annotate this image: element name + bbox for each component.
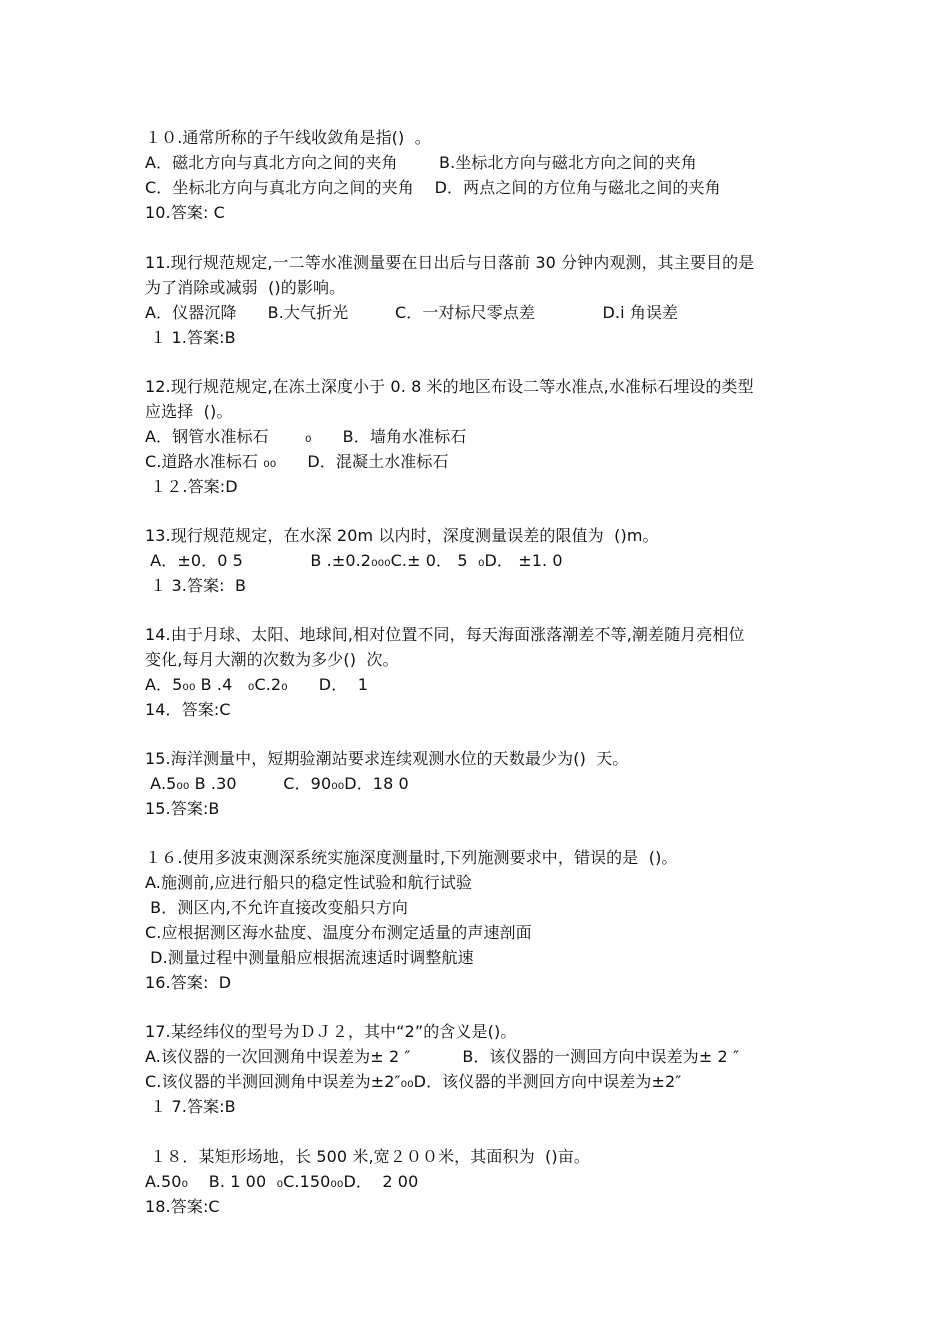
question-option-line: A．仪器沉降 B.大气折光 C．一对标尺零点差 D.i 角误差: [145, 302, 679, 322]
question-option-line: A.该仪器的一次回测角中误差为± 2 ″ B．该仪器的一测回方向中误差为± 2 ″: [145, 1046, 740, 1066]
question-option-line: A．钢管水准标石 ₀ B．墙角水准标石: [145, 426, 467, 446]
answer-line: 14．答案:C: [145, 699, 231, 719]
question-text: 15.海洋测量中，短期验潮站要求连续观测水位的天数最少为() 天。: [145, 749, 629, 768]
question-option-line: C.应根据测区海水盐度、温度分布测定适量的声速剖面: [145, 922, 532, 942]
question-option-line: B．测区内,不允许直接改变船只方向: [145, 897, 408, 917]
question-text: 17.某经纬仪的型号为ＤＪ２，其中“2”的含义是()。: [145, 1022, 517, 1041]
answer-line: 15.答案:B: [145, 798, 220, 818]
question-text: １６.使用多波束测深系统实施深度测量时,下列施测要求中，错误的是 ()。: [145, 848, 678, 867]
answer-line: 16.答案: D: [145, 972, 232, 992]
answer-line: １ 3.答案: B: [145, 575, 247, 595]
answer-line: １２.答案:D: [145, 476, 238, 496]
question-option-line: D.测量过程中测量船应根据流速适时调整航速: [145, 947, 474, 967]
question-text: 11.现行规范规定,一二等水准测量要在日出后与日落前 30 分钟内观测，其主要目的是: [145, 253, 755, 272]
answer-line: 10.答案: C: [145, 202, 225, 222]
question-option-line: 应选择 ()。: [145, 401, 233, 421]
question-option-line: C.道路水准标石 ₀₀ D．混凝土水准标石: [145, 451, 449, 471]
question-option-line: 为了消除或减弱 ()的影响。: [145, 277, 346, 297]
question-text: 13.现行规范规定，在水深 20m 以内时，深度测量误差的限值为 ()m。: [145, 526, 659, 545]
question-option-line: A．5₀₀ B .4 ₀C.2₀ D． 1: [145, 674, 368, 694]
question-text: 12.现行规范规定,在冻土深度小于 0. 8 米的地区布设二等水准点,水准标石埋设的类型: [145, 377, 754, 396]
answer-line: 18.答案:C: [145, 1196, 220, 1216]
question-option-line: C．坐标北方向与真北方向之间的夹角 D．两点之间的方位角与磁北之间的夹角: [145, 177, 721, 197]
question-text: 14.由于月球、太阳、地球间,相对位置不同，每天海面涨落潮差不等,潮差随月亮相位: [145, 625, 745, 644]
question-option-line: A.施测前,应进行船只的稳定性试验和航行试验: [145, 872, 473, 892]
question-text: １８．某矩形场地，长 500 米,宽２００米，其面积为 ()亩。: [145, 1147, 590, 1166]
question-option-line: A.50₀ B. 1 00 ₀C.150₀₀D． 2 00: [145, 1171, 419, 1191]
answer-line: １ 7.答案:B: [145, 1096, 236, 1116]
question-option-line: A.5₀₀ B .30 C．90₀₀D．18 0: [145, 773, 409, 793]
answer-line: １ 1.答案:B: [145, 327, 236, 347]
question-option-line: C.该仪器的半测回测角中误差为±2″₀₀D．该仪器的半测回方向中误差为±2″: [145, 1071, 682, 1091]
question-option-line: A．磁北方向与真北方向之间的夹角 B.坐标北方向与磁北方向之间的夹角: [145, 152, 697, 172]
question-text: １０.通常所称的子午线收敛角是指() 。: [145, 128, 431, 147]
question-option-line: A．±0．0 5 B .±0.2₀₀₀C.± 0． 5 ₀D． ±1. 0: [145, 550, 563, 570]
question-option-line: 变化,每月大潮的次数为多少() 次。: [145, 649, 399, 669]
